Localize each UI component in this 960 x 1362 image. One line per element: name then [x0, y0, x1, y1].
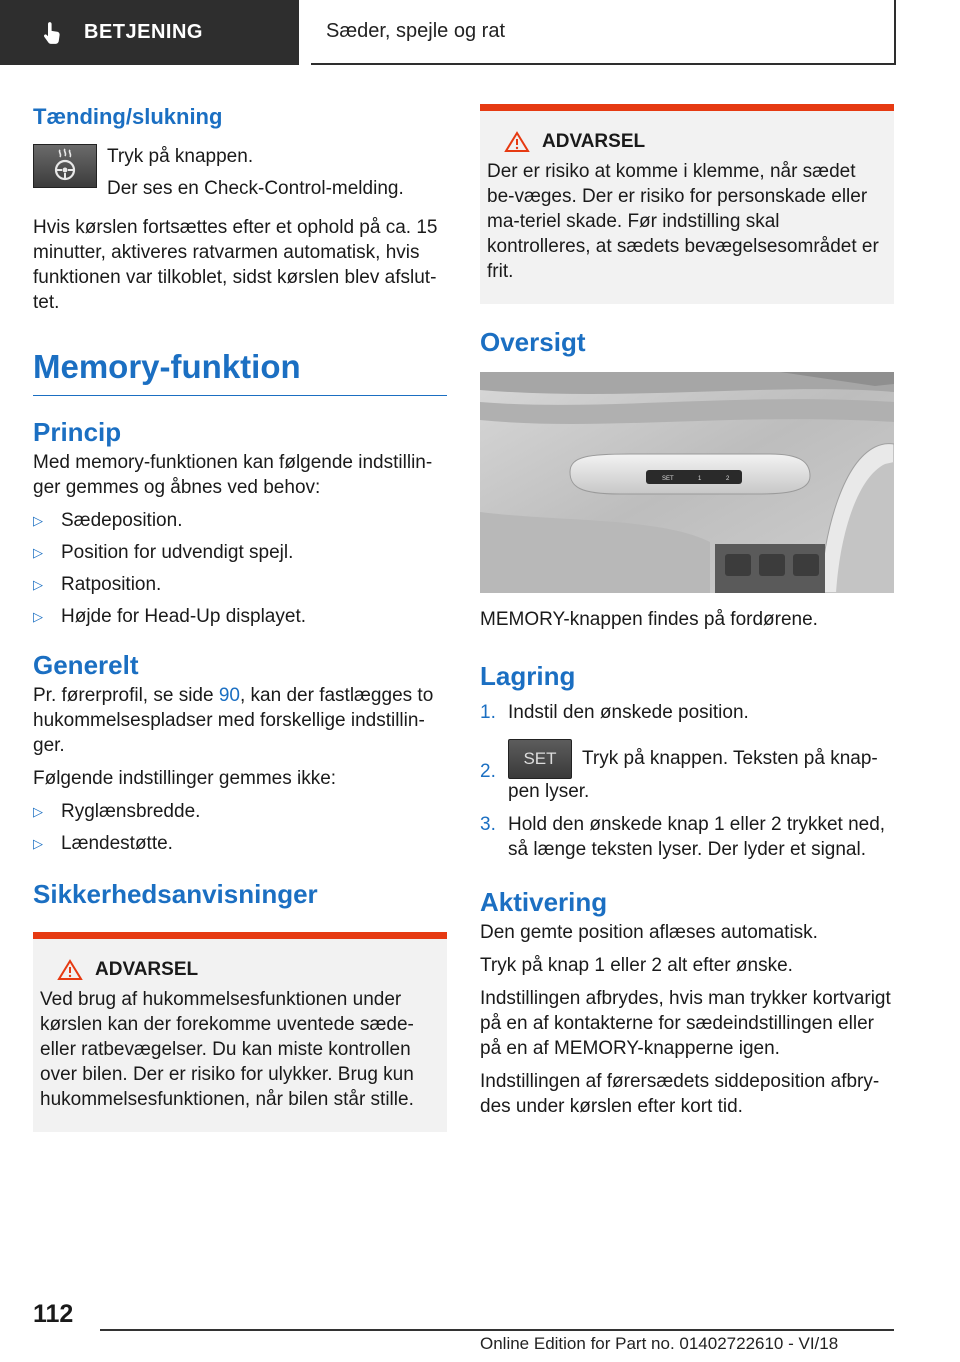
photo-caption: MEMORY-knappen findes på fordørene.	[480, 609, 818, 630]
generelt-list	[33, 799, 447, 856]
list-item: 3. Hold den ønskede knap 1 eller 2 trykket ned, så længe teksten lyser. Der lyder et signal.	[480, 814, 886, 860]
lagring-steps	[480, 700, 894, 862]
heating-step-1: Tryk på knappen.	[107, 146, 254, 167]
warning-box	[33, 932, 447, 1132]
taending-body: Hvis kørslen fortsættes efter et ophold på ca. 15 minutter, aktiveres ratvarmen automatisk, hvis funktionen var tilkoblet, sidst kørslen blev afslut-tet.	[33, 217, 438, 313]
list-item: ▷ Ratposition.	[33, 574, 162, 595]
bullet-triangle-icon: ▷	[33, 609, 43, 624]
list-item: 2. SET Tryk på knappen. Teksten på knap-pen lyser.	[480, 739, 894, 804]
hand-pointer-icon	[40, 20, 66, 46]
aktivering-p1: Den gemte position aflæses automatisk.	[480, 922, 818, 943]
princip-list	[33, 508, 447, 629]
section-label: BETJENING	[84, 21, 203, 43]
photo-button-1: 1	[698, 476, 702, 482]
photo-button-2: 2	[726, 476, 730, 482]
left-column	[33, 100, 447, 1132]
photo-button-set: SET	[662, 476, 674, 482]
footer-divider	[100, 1329, 894, 1331]
page-link[interactable]: 90	[218, 685, 240, 706]
warning-title: ADVARSEL	[504, 131, 884, 153]
list-item: ▷ Sædeposition.	[33, 510, 183, 531]
list-item: ▷ Ryglænsbredde.	[33, 801, 201, 822]
list-item: 1. Indstil den ønskede position.	[480, 702, 749, 723]
bullet-triangle-icon: ▷	[33, 836, 43, 851]
aktivering-p2: Tryk på knap 1 eller 2 alt efter ønske.	[480, 955, 793, 976]
taending-heading: Tænding/slukning	[33, 104, 223, 129]
aktivering-heading: Aktivering	[480, 887, 608, 917]
list-item: ▷ Position for udvendigt spejl.	[33, 542, 294, 563]
bullet-triangle-icon: ▷	[33, 545, 43, 560]
chapter-header	[311, 0, 896, 65]
princip-heading: Princip	[33, 417, 122, 447]
sikker-heading: Sikkerhedsanvisninger	[33, 879, 318, 909]
door-memory-photo	[480, 372, 894, 593]
generelt-body-2: Følgende indstillinger gemmes ikke:	[33, 768, 337, 789]
footer-edition: Online Edition for Part no. 01402722610 - VI/18	[480, 1334, 839, 1353]
warning-body: Der er risiko at komme i klemme, når sædet be-væges. Der er risiko for personskade eller ma-teriel skade. Før indstilling skal kontrolleres, at sædets bevægelsesområdet er frit.	[487, 161, 879, 282]
memory-heading: Memory-funktion	[33, 345, 447, 396]
warning-box	[480, 104, 894, 304]
warning-triangle-icon	[504, 131, 530, 153]
right-column	[480, 104, 894, 1119]
princip-body: Med memory-funktionen kan følgende indstillin-ger gemmes og åbnes ved behov:	[33, 452, 433, 498]
lagring-heading: Lagring	[480, 661, 576, 691]
oversigt-heading: Oversigt	[480, 327, 586, 357]
generelt-body: Pr. førerprofil, se side 90, kan der fastlægges to hukommelsespladser med forskellige indstillin-ger.	[33, 685, 434, 756]
bullet-triangle-icon: ▷	[33, 513, 43, 528]
list-item: ▷ Højde for Head-Up displayet.	[33, 606, 306, 627]
bullet-triangle-icon: ▷	[33, 577, 43, 592]
bullet-triangle-icon: ▷	[33, 804, 43, 819]
warning-triangle-icon	[57, 959, 83, 981]
aktivering-p3: Indstillingen afbrydes, hvis man trykker kortvarigt på en af kontakterne for sædeindstillingen eller på en af MEMORY-knapperne igen.	[480, 988, 891, 1059]
page-number: 112	[33, 1300, 74, 1328]
warning-body: Ved brug af hukommelsesfunktionen under kørslen kan der forekomme uventede sæde- eller ratbevægelser. Du kan miste kontrollen over bilen. Der er risiko for ulykker. Brug kun hukommelsesfunktionen, når bilen står stille.	[40, 989, 414, 1110]
warning-title: ADVARSEL	[57, 959, 437, 981]
steering-wheel-heating-icon	[33, 144, 97, 188]
list-item: ▷ Lændestøtte.	[33, 833, 173, 854]
chapter-title: Sæder, spejle og rat	[326, 20, 505, 42]
set-button[interactable]: SET	[508, 739, 572, 779]
generelt-heading: Generelt	[33, 650, 139, 680]
heating-step-2: Der ses en Check-Control-melding.	[107, 178, 404, 199]
section-tab	[0, 0, 299, 65]
aktivering-p4: Indstillingen af førersædets siddeposition afbry-des under kørslen efter kort tid.	[480, 1071, 880, 1117]
heating-step-block	[33, 144, 447, 201]
